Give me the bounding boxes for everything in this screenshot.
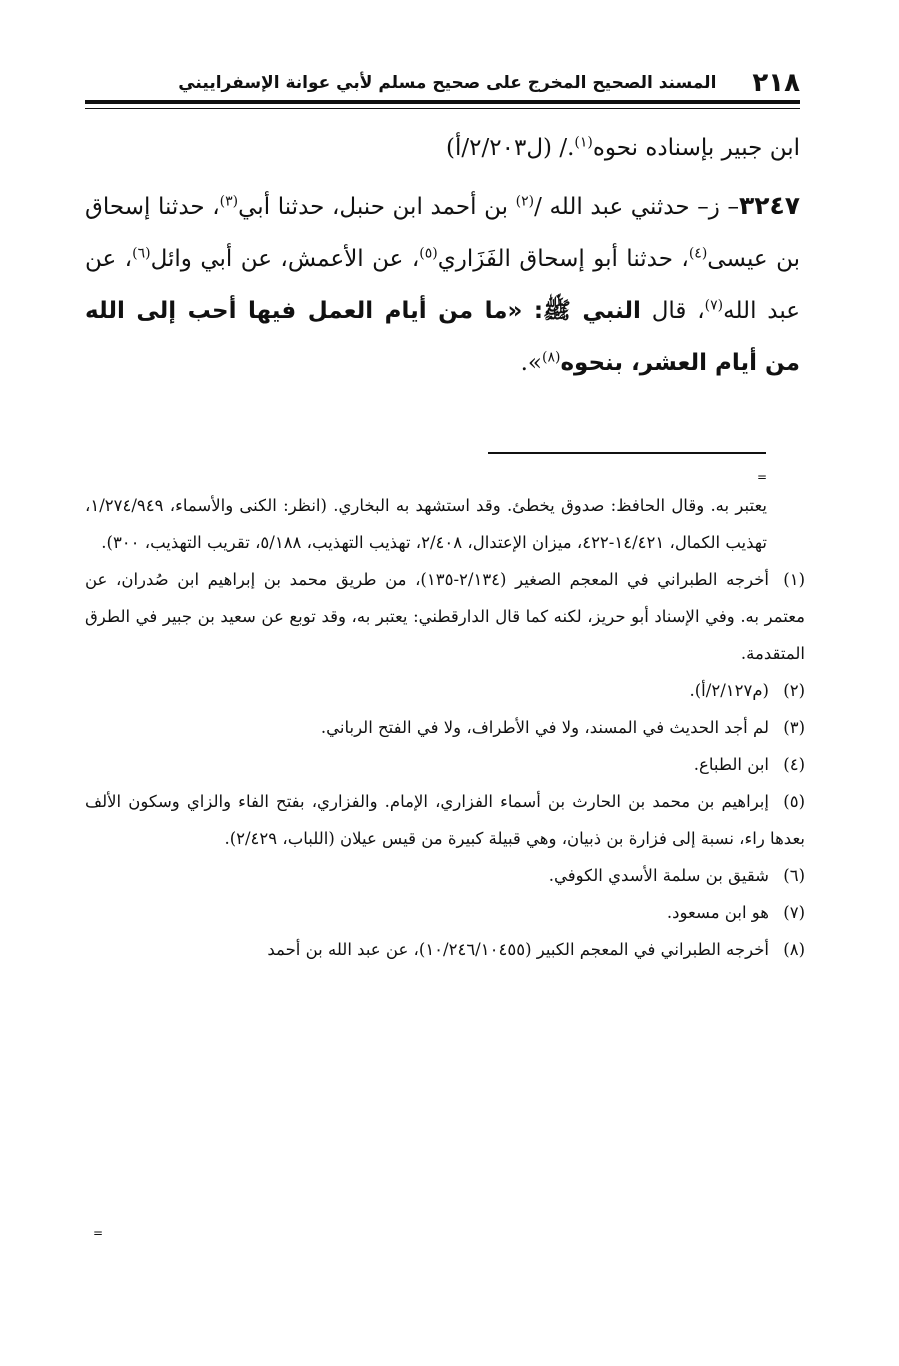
footnote-number: (٧) [783, 903, 805, 922]
chain-seg-7: ، قال [640, 298, 705, 324]
footnote-number: (٨) [783, 940, 805, 959]
footnote-text: (م٢/١٢٧/أ). [689, 681, 769, 700]
footnote-item [85, 857, 805, 894]
footnote-text: إبراهيم بن محمد بن الحارث بن أسماء الفزاري، الإمام. والفزاري، بفتح الفاء والزاي وسكون الألف بعدها راء، نسبة إلى فزارة بن ذبيان، وهي قبيلة كبيرة من قيس عيلان (اللباب، ٢/٤٢٩). [85, 792, 805, 848]
footnote-number: (٣) [783, 718, 805, 737]
para1-tail: ./ (ل٢/٢٠٣/أ) [446, 135, 575, 161]
footnote-ref-4: (٤) [688, 245, 708, 262]
footnote-ref-2: (٢) [515, 193, 535, 210]
footnote-continues-mark: = [93, 1226, 104, 1240]
footnote-item [85, 746, 805, 783]
chain-seg-6: ، عن عبد الله [85, 246, 800, 324]
footnote-ref-7: (٧) [704, 297, 724, 314]
prophet-label: النبي ﷺ: [533, 298, 641, 324]
footnote-text: لم أجد الحديث في المسند، ولا في الأطراف، ولا في الفتح الرباني. [320, 718, 769, 737]
footnote-item [85, 561, 805, 672]
footnote-number: (٤) [783, 755, 805, 774]
prophet-saying-text: «ما من أيام العمل فيها أحب إلى الله من أيام العشر، بنحوه [85, 298, 800, 376]
footnote-text: ابن الطباع. [693, 755, 769, 774]
chain-seg-1: – ز– حدثني عبد الله / [534, 194, 739, 220]
hadith-number: ٣٢٤٧ [738, 191, 800, 220]
page-number: ٢١٨ [752, 68, 800, 98]
header-rule-thick [85, 100, 800, 104]
saying-close: ». [520, 350, 542, 376]
footnote-number: (١) [783, 570, 805, 589]
chain-seg-3: ، حدثنا إسحاق بن عيسى [85, 194, 801, 272]
footnote-ref-5: (٥) [419, 245, 438, 262]
main-text [85, 122, 800, 389]
page-header [85, 60, 800, 98]
para1-text: ابن جبير بإسناده نحوه [592, 135, 800, 161]
chain-seg-4: ، حدثنا أبو إسحاق الفَزَاري [437, 246, 689, 272]
footnote-text: أخرجه الطبراني في المعجم الكبير (١٠/٢٤٦/١٠٤٥٥)، عن عبد الله بن أحمد [267, 940, 769, 959]
hadith-paragraph [85, 180, 800, 389]
footnote-item [85, 709, 805, 746]
header-rule-thin [85, 108, 800, 109]
footnote-text: أخرجه الطبراني في المعجم الصغير (٢/١٣٤-١٣٥)، من طريق محمد بن إبراهيم ابن صُدران، عن معتمر به. وفي الإسناد أبو حريز، لكنه كما قال الدارقطني: يعتبر به، وقد توبع عن سعيد بن جبير في الطرق المتقدمة. [85, 570, 805, 663]
footnote-ref-1: (١) [574, 134, 593, 151]
footnote-text: هو ابن مسعود. [666, 903, 769, 922]
chain-seg-5: ، عن الأعمش، عن أبي وائل [150, 246, 420, 272]
footnote-separator [488, 452, 766, 454]
footnote-item [85, 672, 805, 709]
footnote-ref-8: (٨) [542, 349, 561, 366]
footnote-item [85, 931, 805, 968]
footnote-continuation: يعتبر به. وقال الحافظ: صدوق يخطئ. وقد استشهد به البخاري. (انظر: الكنى والأسماء، ١/٢٧٤/٩٤٩، تهذيب الكمال، ١٤/٤٢١-٤٢٢، ميزان الإعتدال، ٢/٤٠٨، تهذيب التهذيب، ٥/١٨٨، تقريب التهذيب، ٣٠٠). [85, 496, 767, 552]
footnote-ref-6: (٦) [132, 245, 151, 262]
footnote-continuation-mark: = [757, 470, 768, 484]
footnote-item [85, 783, 805, 857]
footnote-number: (٥) [783, 792, 805, 811]
footnotes [85, 487, 805, 968]
running-title: المسند الصحيح المخرج على صحيح مسلم لأبي عوانة الإسفراييني [178, 73, 717, 93]
footnote-number: (٢) [783, 681, 805, 700]
footnote-ref-3: (٣) [219, 193, 239, 210]
footnote-text: شقيق بن سلمة الأسدي الكوفي. [548, 866, 769, 885]
main-paragraph-1 [85, 122, 800, 174]
footnote-number: (٦) [783, 866, 805, 885]
footnote-item [85, 894, 805, 931]
chain-seg-2: بن أحمد ابن حنبل، حدثنا أبي [238, 194, 516, 220]
